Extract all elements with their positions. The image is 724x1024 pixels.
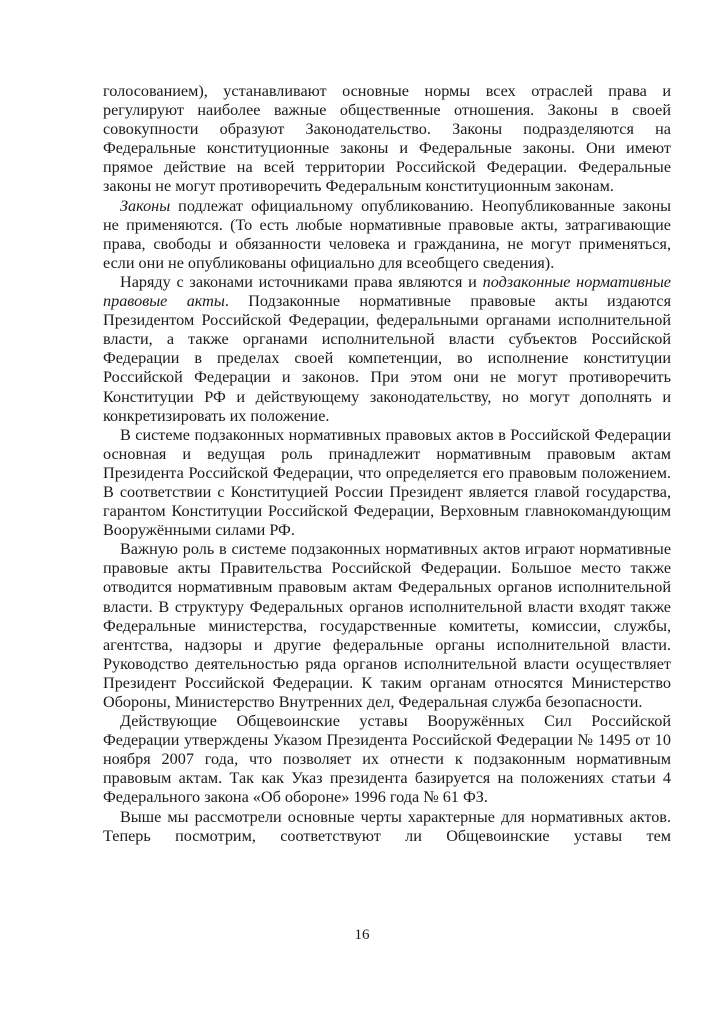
paragraph-text: Действующие Общевоинские уставы Вооружённых Сил Российской Федерации утверждены Указом Президента Российской Федерации № 1495 от 10 ноября 2007 года, что позволяет их отнести к подзаконным нормативным правовым актам. Так как Указ президента базируется на положениях статьи 4 Федерального закона «Об обороне» 1996 года № 61 ФЗ.	[103, 712, 671, 807]
paragraph-2	[103, 197, 671, 273]
italic-term: Законы	[120, 196, 171, 215]
paragraph-4	[103, 426, 671, 541]
paragraph-text: подлежат официальному опубликованию. Неопубликованные законы не применяются. (То есть любые нормативные правовые акты, затрагивающие права, свободы и обязанности человека и гражданина, не могут применяться, если они не опубликованы официально для всеобщего сведения).	[103, 196, 671, 272]
paragraph-text: В системе подзаконных нормативных правовых актов в Российской Федерации основная и ведущая роль принадлежит нормативным правовым актам Президента Российской Федерации, что определяется его правовым положением. В соответствии с Конституцией России Президент является главой государства, гарантом Конституции Российской Федерации, Верховным главнокомандующим Вооружёнными силами РФ.	[103, 425, 671, 540]
paragraph-text: Наряду с законами источниками права являются и	[120, 272, 483, 291]
italic-term: подзаконные нормативные правовые акты	[103, 272, 671, 311]
paragraph-text: голосованием), устанавливают основные нормы всех отраслей права и регулируют наиболее важные общественные отношения. Законы в своей совокупности образуют Законодательство. Законы подразделяются на Федеральные конституционные законы и Федеральные законы. Они имеют прямое действие на всей территории Российской Федерации. Федеральные законы не могут противоречить Федеральным конституционным законам.	[103, 82, 671, 196]
paragraph-6	[103, 712, 671, 807]
paragraph-7	[103, 808, 671, 846]
paragraph-1	[103, 82, 671, 197]
paragraph-3	[103, 273, 671, 426]
paragraph-5	[103, 540, 671, 712]
page-number: 16	[354, 927, 370, 943]
paragraph-text: Выше мы рассмотрели основные черты характерные для нормативных актов. Теперь посмотрим, соответствуют ли Общевоинские уставы тем	[103, 807, 671, 845]
document-body	[103, 82, 671, 846]
paragraph-text: . Подзаконные нормативные правовые акты издаются Президентом Российской Федерации, федеральными органами исполнительной власти, а также органами исполнительной власти субъектов Российской Федерации в пределах своей компетенции, во исполнение конституции Российской Федерации и законов. При этом они не могут противоречить Конституции РФ и действующему законодательству, но могут дополнять и конкретизировать их положение.	[103, 292, 672, 425]
paragraph-text: Важную роль в системе подзаконных нормативных актов играют нормативные правовые акты Правительства Российской Федерации. Большое место также отводится нормативным правовым актам Федеральных органов исполнительной власти. В структуру Федеральных органов исполнительной власти входят также Федеральные министерства, государственные комитеты, комиссии, службы, агентства, надзоры и другие федеральные органы исполнительной власти. Руководство деятельностью ряда органов исполнительной власти осуществляет Президент Российской Федерации. К таким органам относятся Министерство Обороны, Министерство Внутренних дел, Федеральная служба безопасности.	[103, 540, 671, 711]
